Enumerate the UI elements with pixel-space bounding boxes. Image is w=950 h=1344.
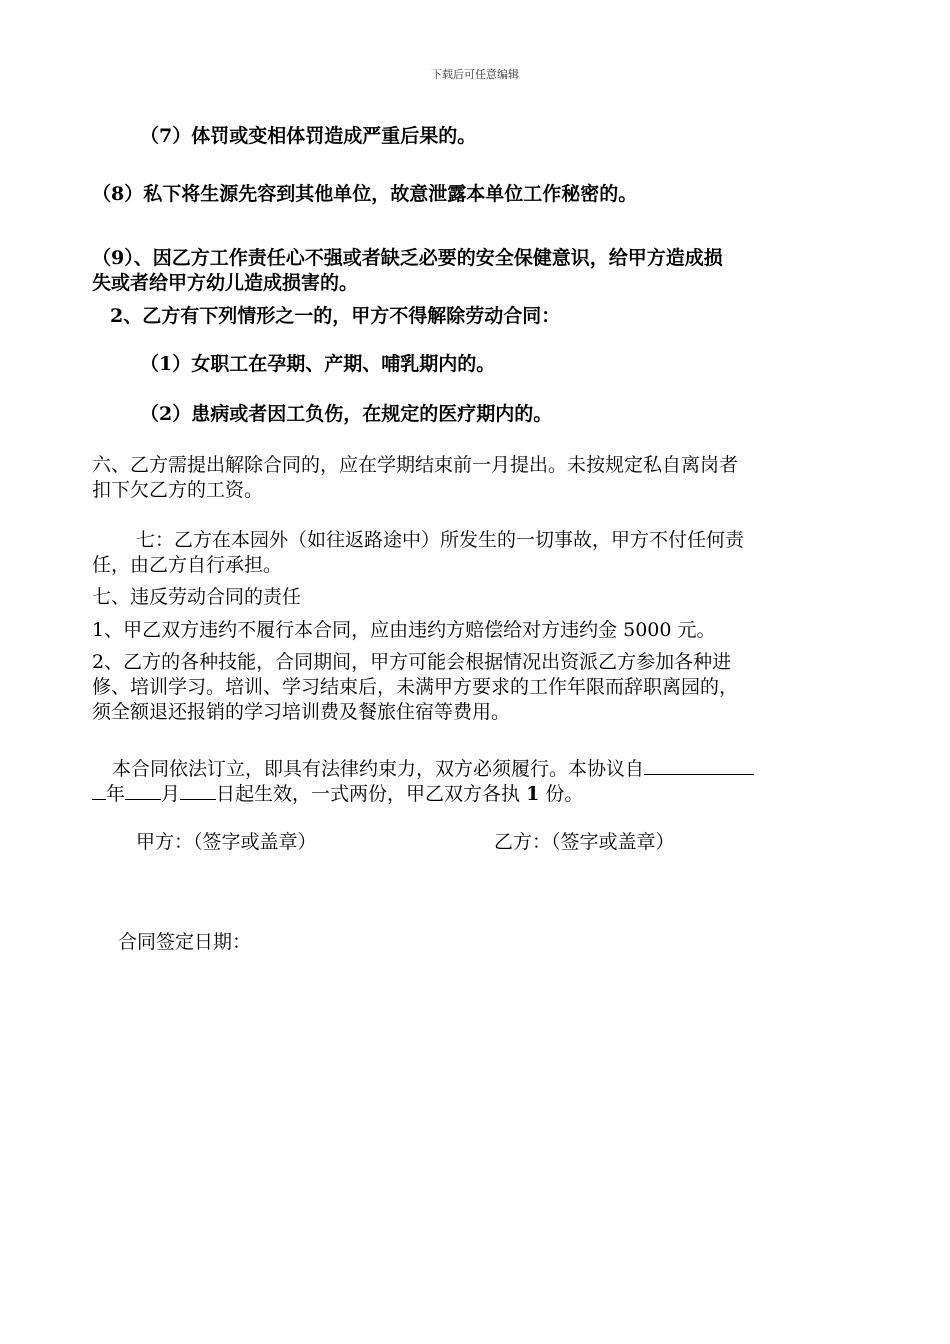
section-7b-title: 七、违反劳动合同的责任 <box>92 586 302 608</box>
clause-2: 2、乙方有下列情形之一的，甲方不得解除劳动合同： <box>110 305 561 327</box>
section-7b-item-2-line-1: 2、乙方的各种技能，合同期间，甲方可能会根据情况出资派乙方参加各种进 <box>92 651 732 673</box>
closing-line-2 <box>92 781 583 807</box>
clause-2-item-1: （1）女职工在孕期、产期、哺乳期内的。 <box>140 353 496 375</box>
closing-rest: 日起生效，一式两份，甲乙双方各执 <box>216 783 521 805</box>
month-label: 月 <box>161 783 181 805</box>
start-date-blank <box>644 756 754 775</box>
closing-line-1 <box>112 756 754 782</box>
clause-2-item-2: （2）患病或者因工负伤，在规定的医疗期内的。 <box>140 403 553 425</box>
header-note: 下载后可任意编辑 <box>431 68 519 81</box>
section-6-line-1: 六、乙方需提出解除合同的，应在学期结束前一月提出。未按规定私自离岗者 <box>92 454 739 476</box>
copies-unit: 份。 <box>545 783 584 805</box>
item-8: （8）私下将生源先容到其他单位，故意泄露本单位工作秘密的。 <box>92 183 638 205</box>
item-9-line-1: （9）、因乙方工作责任心不强或者缺乏必要的安全保健意识，给甲方造成损 <box>92 247 723 269</box>
day-blank <box>180 781 216 800</box>
sign-date-label: 合同签定日期： <box>118 931 252 953</box>
section-7b-item-1: 1、甲乙双方违约不履行本合同，应由违约方赔偿给对方违约金 5000 元。 <box>92 619 716 641</box>
item-7: （7）体罚或变相体罚造成严重后果的。 <box>140 125 477 147</box>
section-7b-item-2-line-3: 须全额退还报销的学习培训费及餐旅住宿等费用。 <box>92 701 511 723</box>
copies-number: 1 <box>526 783 540 805</box>
year-blank-tail <box>92 781 106 800</box>
year-label: 年 <box>106 783 126 805</box>
section-7b-item-2-line-2: 修、培训学习。培训、学习结束后，未满甲方要求的工作年限而辞职离园的， <box>92 676 739 698</box>
section-6-line-2: 扣下欠乙方的工资。 <box>92 479 264 501</box>
month-blank <box>125 781 161 800</box>
item-9-line-2: 失或者给甲方幼儿造成损害的。 <box>92 272 359 294</box>
closing-text: 本合同依法订立，即具有法律约束力，双方必须履行。本协议自 <box>112 758 645 780</box>
party-a-signature: 甲方：（签字或盖章） <box>136 831 317 853</box>
party-b-signature: 乙方：（签字或盖章） <box>494 831 675 853</box>
section-7a-line-1: 七：乙方在本园外（如往返路途中）所发生的一切事故，甲方不付任何责 <box>136 529 745 551</box>
section-7a-line-2: 任，由乙方自行承担。 <box>92 554 283 576</box>
